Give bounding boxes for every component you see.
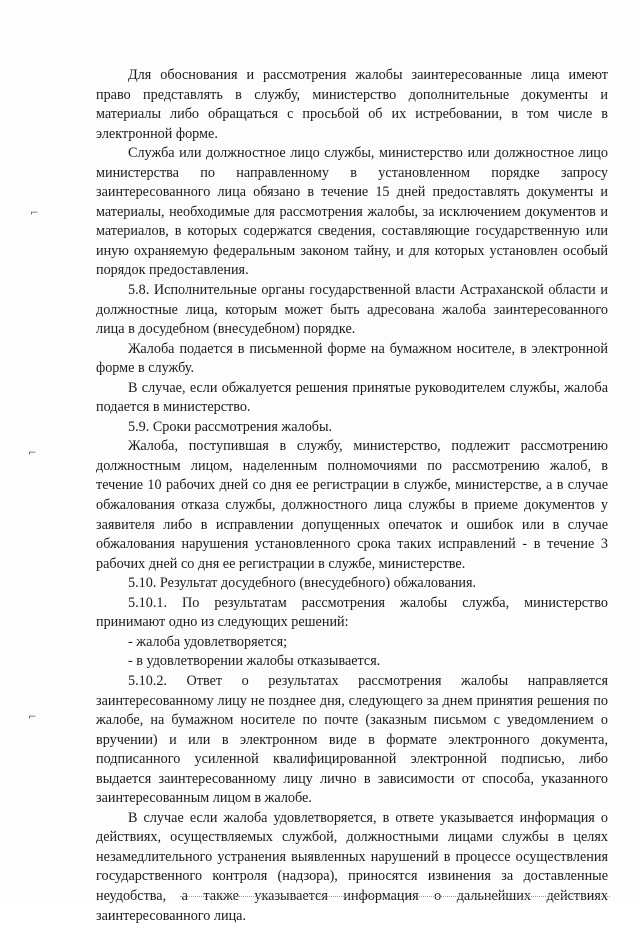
paragraph-document-request: Служба или должностное лицо службы, министерство или должностное лицо министерства по направленному в установленном порядке запросу заинтересованного лица обязано в течение 15 дней предоставлять документы и материалы, необходимые для рассмотрения жалобы, за исключением документов и материалов, в которых содержатся сведения, составляющие государственную или иную охраняемую федеральным законом тайну, и для которых установлен особый порядок предоставления.	[96, 145, 608, 279]
section-5-9: 5.9. Сроки рассмотрения жалобы.	[128, 418, 333, 435]
paragraph-satisfied-response: В случае если жалоба удовлетворяется, в ответе указывается информация о действиях, осуществляемых службой, должностными лицами службы в целях незамедлительного устранения выявленных нарушений в процессе осуществления государственного контроля (надзора), приносятся извинения за доставленные неудобства, а также указывается информация о дальнейших действиях заинтересованного лица.	[96, 809, 608, 924]
decision-option-satisfied: - жалоба удовлетворяется;	[128, 633, 288, 650]
section-5-8: 5.8. Исполнительные органы государственной власти Астраханской области и должностные лица, которым может быть адресована жалоба заинтересованного лица в досудебном (внесудебном) порядке.	[96, 282, 608, 338]
scan-mark: ⌐	[28, 448, 37, 459]
paragraph-evidence: Для обоснования и рассмотрения жалобы заинтересованные лица имеют право представлять в службу, министерство дополнительные документы и материалы либо обращаться с просьбой об их истребовании, в том числе в электронной форме.	[96, 67, 608, 142]
section-5-10-2: 5.10.2. Ответ о результатах рассмотрения жалобы направляется заинтересованному лицу не позднее дня, следующего за днем принятия решения по жалобе, на бумажном носителе по почте (заказным письмом с уведомлением о вручении) и или в электронном виде в формате электронного документа, подписанного усиленной квалифицированной электронной подписью, либо выдается заинтересованному лицу лично в зависимости от способа, указанного заинтересованным лицом в жалобе.	[96, 672, 608, 807]
scan-mark: ⌐	[28, 712, 37, 723]
section-5-10-1: 5.10.1. По результатам рассмотрения жалобы служба, министерство принимают одно из следующих решений:	[96, 594, 608, 631]
scan-mark: ⌐	[30, 208, 39, 219]
paragraph-complaint-form: Жалоба подается в письменной форме на бумажном носителе, в электронной форме в службу.	[96, 340, 608, 377]
document-body	[96, 66, 608, 926]
section-5-10: 5.10. Результат досудебного (внесудебного) обжалования.	[128, 575, 477, 592]
decision-option-refused: - в удовлетворении жалобы отказывается.	[128, 653, 381, 670]
paragraph-review-terms: Жалоба, поступившая в службу, министерство, подлежит рассмотрению должностным лицом, наделенным полномочиями по рассмотрению жалоб, в течение 10 рабочих дней со дня ее регистрации в службе, министерстве, а в случае обжалования отказа службы, должностного лица службы в приеме документов у заявителя либо в исправлении допущенных опечаток и ошибок или в случае обжалования нарушения установленного срока таких исправлений - в течение 3 рабочих дней со дня ее регистрации в службе, министерстве.	[96, 438, 608, 572]
paragraph-ministry-complaint: В случае, если обжалуется решения принятые руководителем службы, жалоба подается в министерство.	[96, 379, 608, 416]
scan-bottom-edge	[180, 896, 610, 897]
